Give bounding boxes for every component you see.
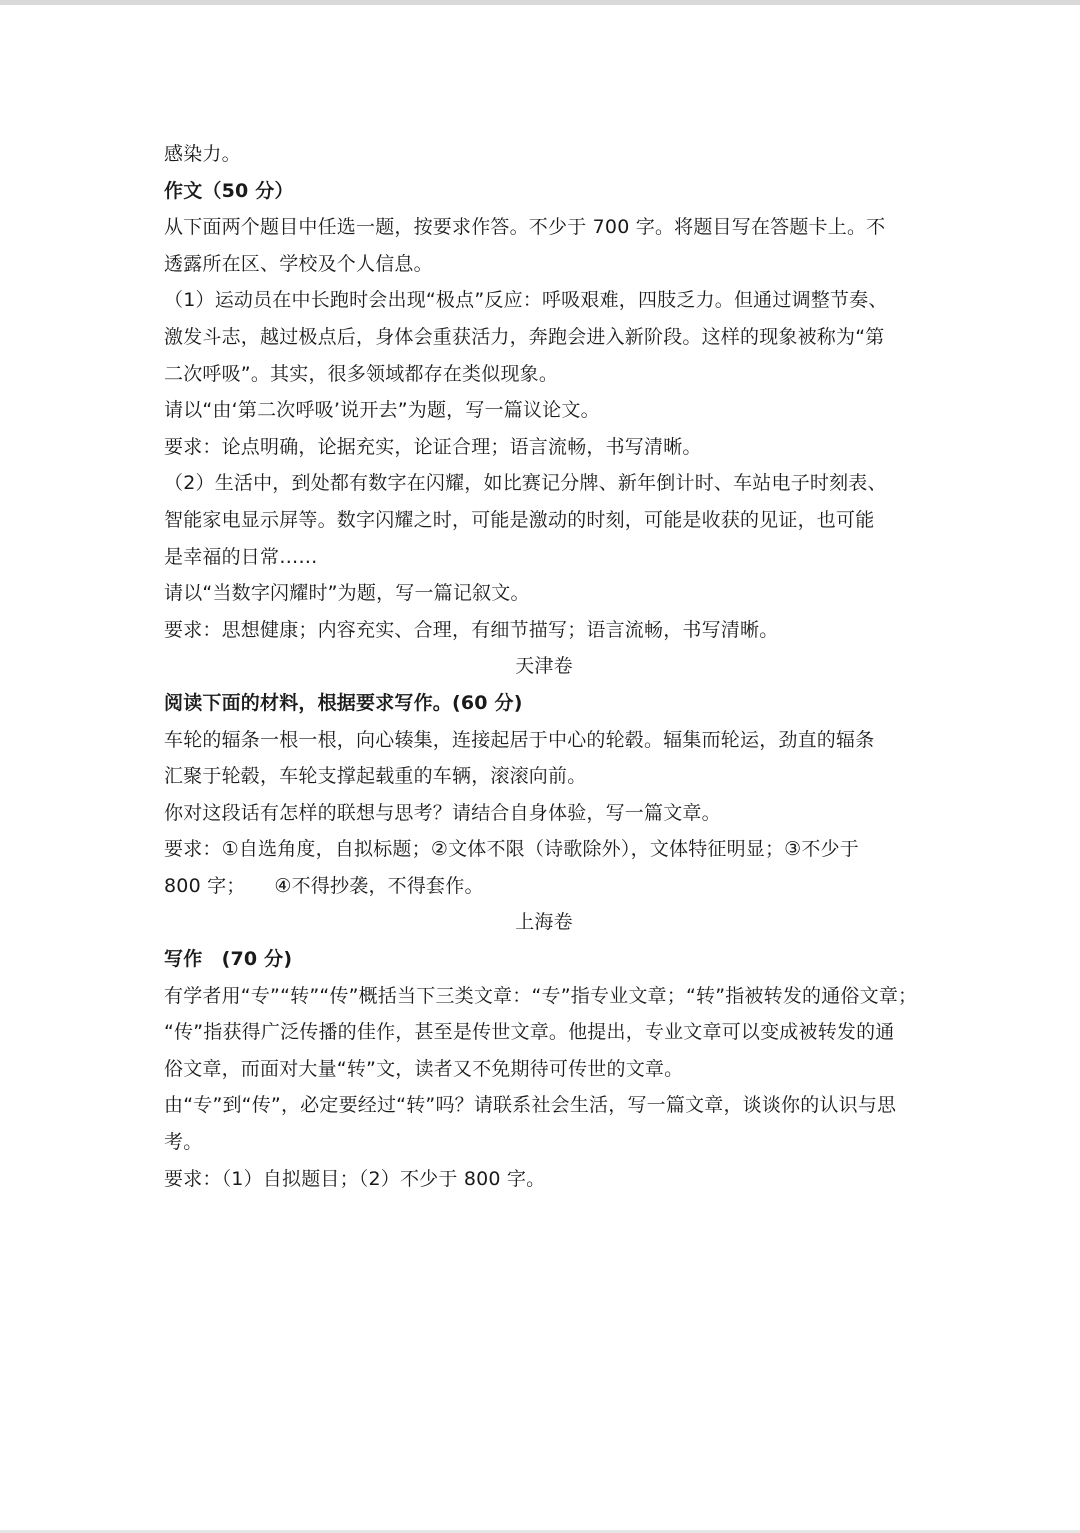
section-heading: 写作 (70 分) (164, 948, 293, 971)
text-line: 激发斗志，越过极点后，身体会重获活力，奔跑会进入新阶段。这样的现象被称为“第 (164, 325, 885, 348)
text-line: “传”指获得广泛传播的佳作，甚至是传世文章。他提出，专业文章可以变成被转发的通 (164, 1021, 895, 1044)
text-line: 请以“当数字闪耀时”为题，写一篇记叙文。 (164, 582, 530, 605)
text-line: 要求：论点明确，论据充实，论证合理；语言流畅，书写清晰。 (164, 435, 702, 458)
text-line: 由“专”到“传”，必定要经过“转”吗？请联系社会生活，写一篇文章，谈谈你的认识与思 (164, 1094, 897, 1117)
text-line: 透露所在区、学校及个人信息。 (164, 252, 433, 275)
text-line: 你对这段话有怎样的联想与思考？请结合自身体验，写一篇文章。 (164, 801, 721, 824)
text-line: 有学者用“专”“转”“传”概括当下三类文章：“专”指专业文章；“转”指被转发的通俗文章； (164, 984, 918, 1007)
text-line: 要求：①自选角度，自拟标题；②文体不限（诗歌除外），文体特征明显；③不少于 (164, 838, 860, 861)
text-line: 请以“由‘第二次呼吸’说开去”为题，写一篇议论文。 (164, 399, 600, 422)
text-line: 二次呼吸”。其实，很多领域都存在类似现象。 (164, 362, 559, 385)
section-heading: 阅读下面的材料，根据要求写作。(60 分) (164, 691, 523, 714)
text-line: 车轮的辐条一根一根，向心辏集，连接起居于中心的轮毂。辐集而轮运，劲直的辐条 (164, 728, 875, 751)
document-page (164, 136, 924, 1197)
text-line: 要求：（1）自拟题目；（2）不少于 800 字。 (164, 1167, 546, 1190)
text-line: 800 字； ④不得抄袭，不得套作。 (164, 874, 484, 897)
text-line: （1）运动员在中长跑时会出现“极点”反应：呼吸艰难，四肢乏力。但通过调整节奏、 (164, 289, 888, 312)
text-line: 要求：思想健康；内容充实、合理，有细节描写；语言流畅，书写清晰。 (164, 618, 779, 641)
text-line: 考。 (164, 1131, 203, 1154)
text-line: 俗文章，而面对大量“转”文，读者又不免期待可传世的文章。 (164, 1057, 684, 1080)
text-line: 汇聚于轮毂，车轮支撑起载重的车辆，滚滚向前。 (164, 765, 587, 788)
text-line: （2）生活中，到处都有数字在闪耀，如比赛记分牌、新年倒计时、车站电子时刻表、 (164, 472, 887, 495)
section-heading: 作文（50 分） (164, 179, 294, 202)
section-title-shanghai: 上海卷 (515, 911, 573, 934)
text-line: 智能家电显示屏等。数字闪耀之时，可能是激动的时刻，可能是收获的见证，也可能 (164, 508, 875, 531)
text-line: 从下面两个题目中任选一题，按要求作答。不少于 700 字。将题目写在答题卡上。不 (164, 216, 886, 239)
text-line: 感染力。 (164, 143, 241, 165)
top-border (0, 0, 1080, 5)
text-line: 是幸福的日常…… (164, 545, 318, 568)
section-title-tianjin: 天津卷 (515, 655, 573, 678)
